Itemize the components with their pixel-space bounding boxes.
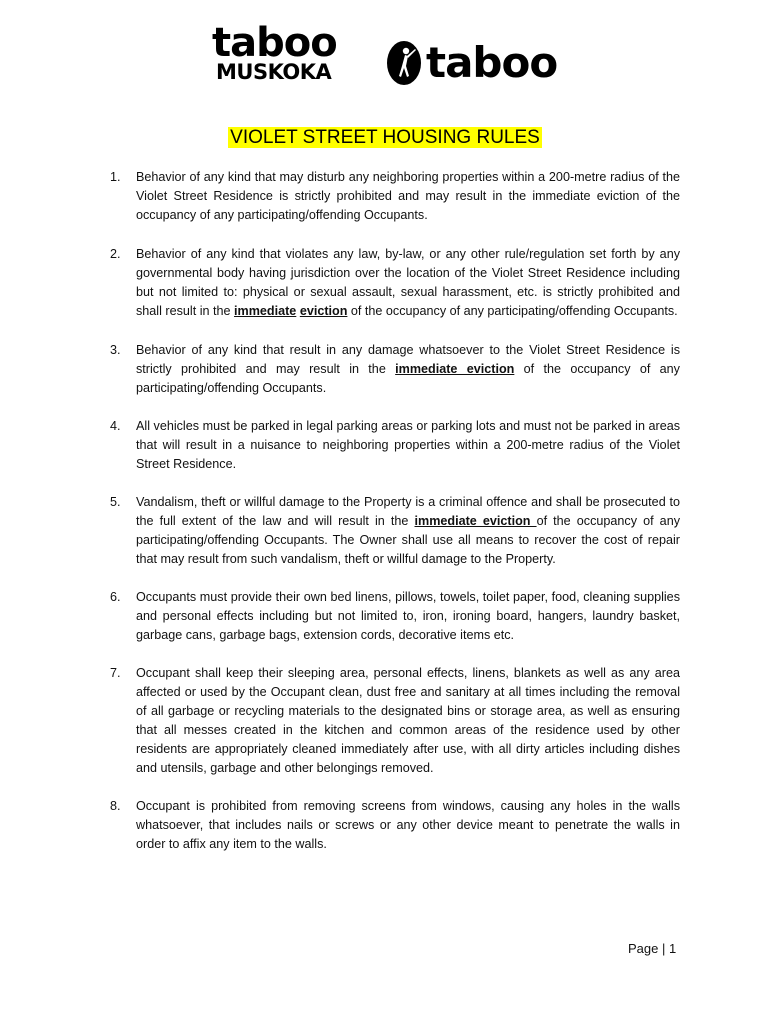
page-title-text: VIOLET STREET HOUSING RULES — [230, 127, 540, 148]
page-title — [0, 127, 770, 149]
header-logos — [0, 20, 770, 90]
rule-item — [110, 245, 680, 321]
emphasized-text: immediate eviction — [414, 514, 537, 528]
rule-number: 8. — [110, 799, 121, 813]
rule-number: 3. — [110, 343, 121, 357]
rule-item — [110, 664, 680, 778]
rule-number: 2. — [110, 247, 121, 261]
rule-text: Behavior of any kind that violates any law, by-law, or any other rule/regulation set forth by any governmental body having jurisdiction over the location of the Violet Street Residence including but not limited to: physical or sexual assault, sexual harassment, etc. is strictly prohibited and shall result in the — [136, 247, 680, 318]
rule-item — [110, 797, 680, 854]
logo-right-word: taboo — [426, 38, 558, 87]
logo-left-subtitle: MUSKOKA — [216, 60, 332, 84]
golfer-emblem-icon — [386, 40, 422, 86]
taboo-golf-logo — [386, 38, 557, 88]
rule-text: All vehicles must be parked in legal parking areas or parking lots and must not be parked in areas that will result in a nuisance to neighboring properties within a 200-metre radius of the Violet Street Residence. — [136, 419, 680, 471]
rule-number: 5. — [110, 495, 121, 509]
rule-item — [110, 588, 680, 645]
emphasized-text: immediate — [234, 304, 297, 318]
rule-text: Occupant shall keep their sleeping area, personal effects, linens, blankets as well as any area affected or used by the Occupant clean, dust free and sanitary at all times including the removal of all garbage or recycling materials to the designated bins or storage area, as well as ensuring that all messes created in the kitchen and common areas of the residence used by other residents are appropriately cleaned immediately after use, with all dirty articles including dishes and utensils, garbage and other belongings removed. — [136, 666, 680, 775]
taboo-muskoka-logo — [212, 20, 346, 84]
page-number: Page | 1 — [628, 941, 677, 956]
rule-text: of the occupancy of any participating/offending Occupants. — [347, 304, 678, 318]
rule-text: Vandalism, theft or willful damage to the Property is a criminal offence and shall be prosecuted to the full extent of the law and will result in the — [136, 495, 680, 528]
rule-number: 4. — [110, 419, 121, 433]
rule-item — [110, 168, 680, 225]
rule-text: Occupant is prohibited from removing screens from windows, causing any holes in the walls whatsoever, that includes nails or screws or any other device meant to penetrate the walls in order to affix any item to the walls. — [136, 799, 680, 851]
rule-text: Occupants must provide their own bed linens, pillows, towels, toilet paper, food, cleaning supplies and personal effects including but not limited to, iron, ironing board, hangers, laundry basket, garbage cans, garbage bags, extension cords, decorative items etc. — [136, 590, 680, 642]
rule-item — [110, 417, 680, 474]
rule-number: 7. — [110, 666, 121, 680]
logo-left-word: taboo — [212, 20, 337, 66]
rule-text: Behavior of any kind that result in any damage whatsoever to the Violet Street Residence is strictly prohibited and may result in the — [136, 343, 680, 376]
rule-number: 6. — [110, 590, 121, 604]
rule-text: of the occupancy of any participating/offending Occupants. — [136, 362, 680, 395]
emphasized-text: immediate eviction — [395, 362, 515, 376]
rule-item — [110, 341, 680, 398]
rule-text: Behavior of any kind that may disturb any neighboring properties within a 200-metre radius of the Violet Street Residence is strictly prohibited and may result in the immediate eviction of the occupancy of any participating/offending Occupants. — [136, 170, 680, 222]
rule-text: of the occupancy of any participating/offending Occupants. The Owner shall use all means to recover the cost of repair that may result from such vandalism, theft or willful damage to the Property. — [136, 514, 680, 566]
rule-item — [110, 493, 680, 569]
emphasized-text: eviction — [299, 304, 348, 318]
rule-number: 1. — [110, 170, 121, 184]
rules-list — [110, 168, 680, 854]
